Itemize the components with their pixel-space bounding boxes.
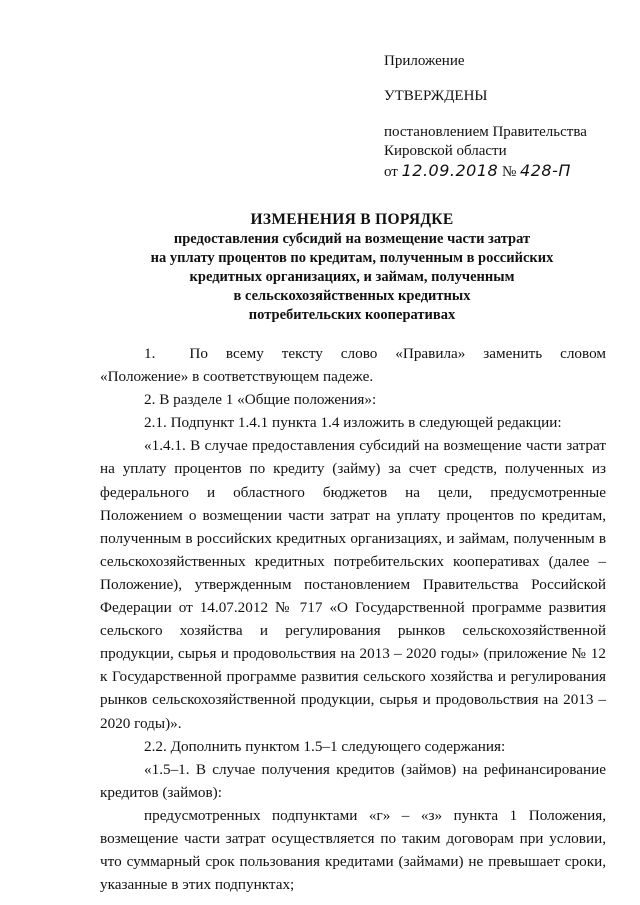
appendix-label: Приложение	[384, 53, 465, 69]
approved-by-line: постановлением Правительства	[384, 124, 587, 140]
paragraph-1-number: 1.	[144, 345, 156, 362]
date-number-line	[384, 161, 587, 182]
paragraph-1-5-1: «1.5–1. В случае получения кредитов (займов) на рефинансирование кредитов (займов):	[100, 760, 606, 801]
title-main: ИЗМЕНЕНИЯ В ПОРЯДКЕ	[250, 211, 454, 228]
paragraph-2-2: 2.2. Дополнить пунктом 1.5–1 следующего содержания:	[144, 737, 506, 755]
title-sub-line: потребительских кооперативах	[248, 307, 456, 323]
title-sub-line: кредитных организациях, и займам, полученным	[189, 269, 515, 285]
paragraph-1	[100, 342, 606, 388]
paragraph-1-4-1: «1.4.1. В случае предоставления субсидий на возмещение части затрат на уплату процентов по кредиту (займу) за счет средств, полученных из федерального и областного бюджетов на цели, предусмотренные Положением о возмещении части затрат на уплату процентов по кредитам, полученным в российских кредитных организациях, и займам, полученным в сельскохозяйственных кредитных потребительских кооперативах (далее – Положение), утвержденным постановлением Правительства Российской Федерации от 14.07.2012 № 717 «О Государственной программе развития сельского хозяйства и регулирования рынков сельскохозяйственной продукции, сырья и продовольствия на 2013 – 2020 годы» (приложение № 12 к Государственной программе развития сельского хозяйства и регулирования рынков сельскохозяйственной продукции, сырья и продовольствия на 2013 – 2020 годы)».	[100, 437, 606, 732]
number-label: №	[501, 164, 517, 180]
title-sub-line: в сельскохозяйственных кредитных	[233, 288, 471, 304]
from-label: от	[384, 164, 398, 180]
region-line: Кировской области	[384, 143, 507, 159]
document-body	[100, 342, 606, 896]
title-sub-line: на уплату процентов по кредитам, полученным в российских	[150, 250, 554, 266]
paragraph-2-1: 2.1. Подпункт 1.4.1 пункта 1.4 изложить в следующей редакции:	[144, 414, 562, 432]
document-title	[102, 210, 602, 325]
approval-header	[384, 52, 587, 182]
approved-label: УТВЕРЖДЕНЫ	[384, 88, 488, 104]
paragraph-subpoints: предусмотренных подпунктами «г» – «з» пункта 1 Положения, возмещение части затрат осуществляется по таким договорам при условии, что суммарный срок пользования кредитами (займами) не превышает сроки, указанные в этих подпунктах;	[100, 806, 606, 894]
title-sub-line: предоставления субсидий на возмещение части затрат	[173, 231, 531, 247]
paragraph-2: 2. В разделе 1 «Общие положения»:	[144, 391, 377, 409]
paragraph-1-text: По всему тексту слово «Правила» заменить словом «Положение» в соответствующем падеже.	[100, 345, 606, 386]
handwritten-number: 428-П	[520, 161, 571, 180]
handwritten-date: 12.09.2018	[401, 161, 499, 180]
